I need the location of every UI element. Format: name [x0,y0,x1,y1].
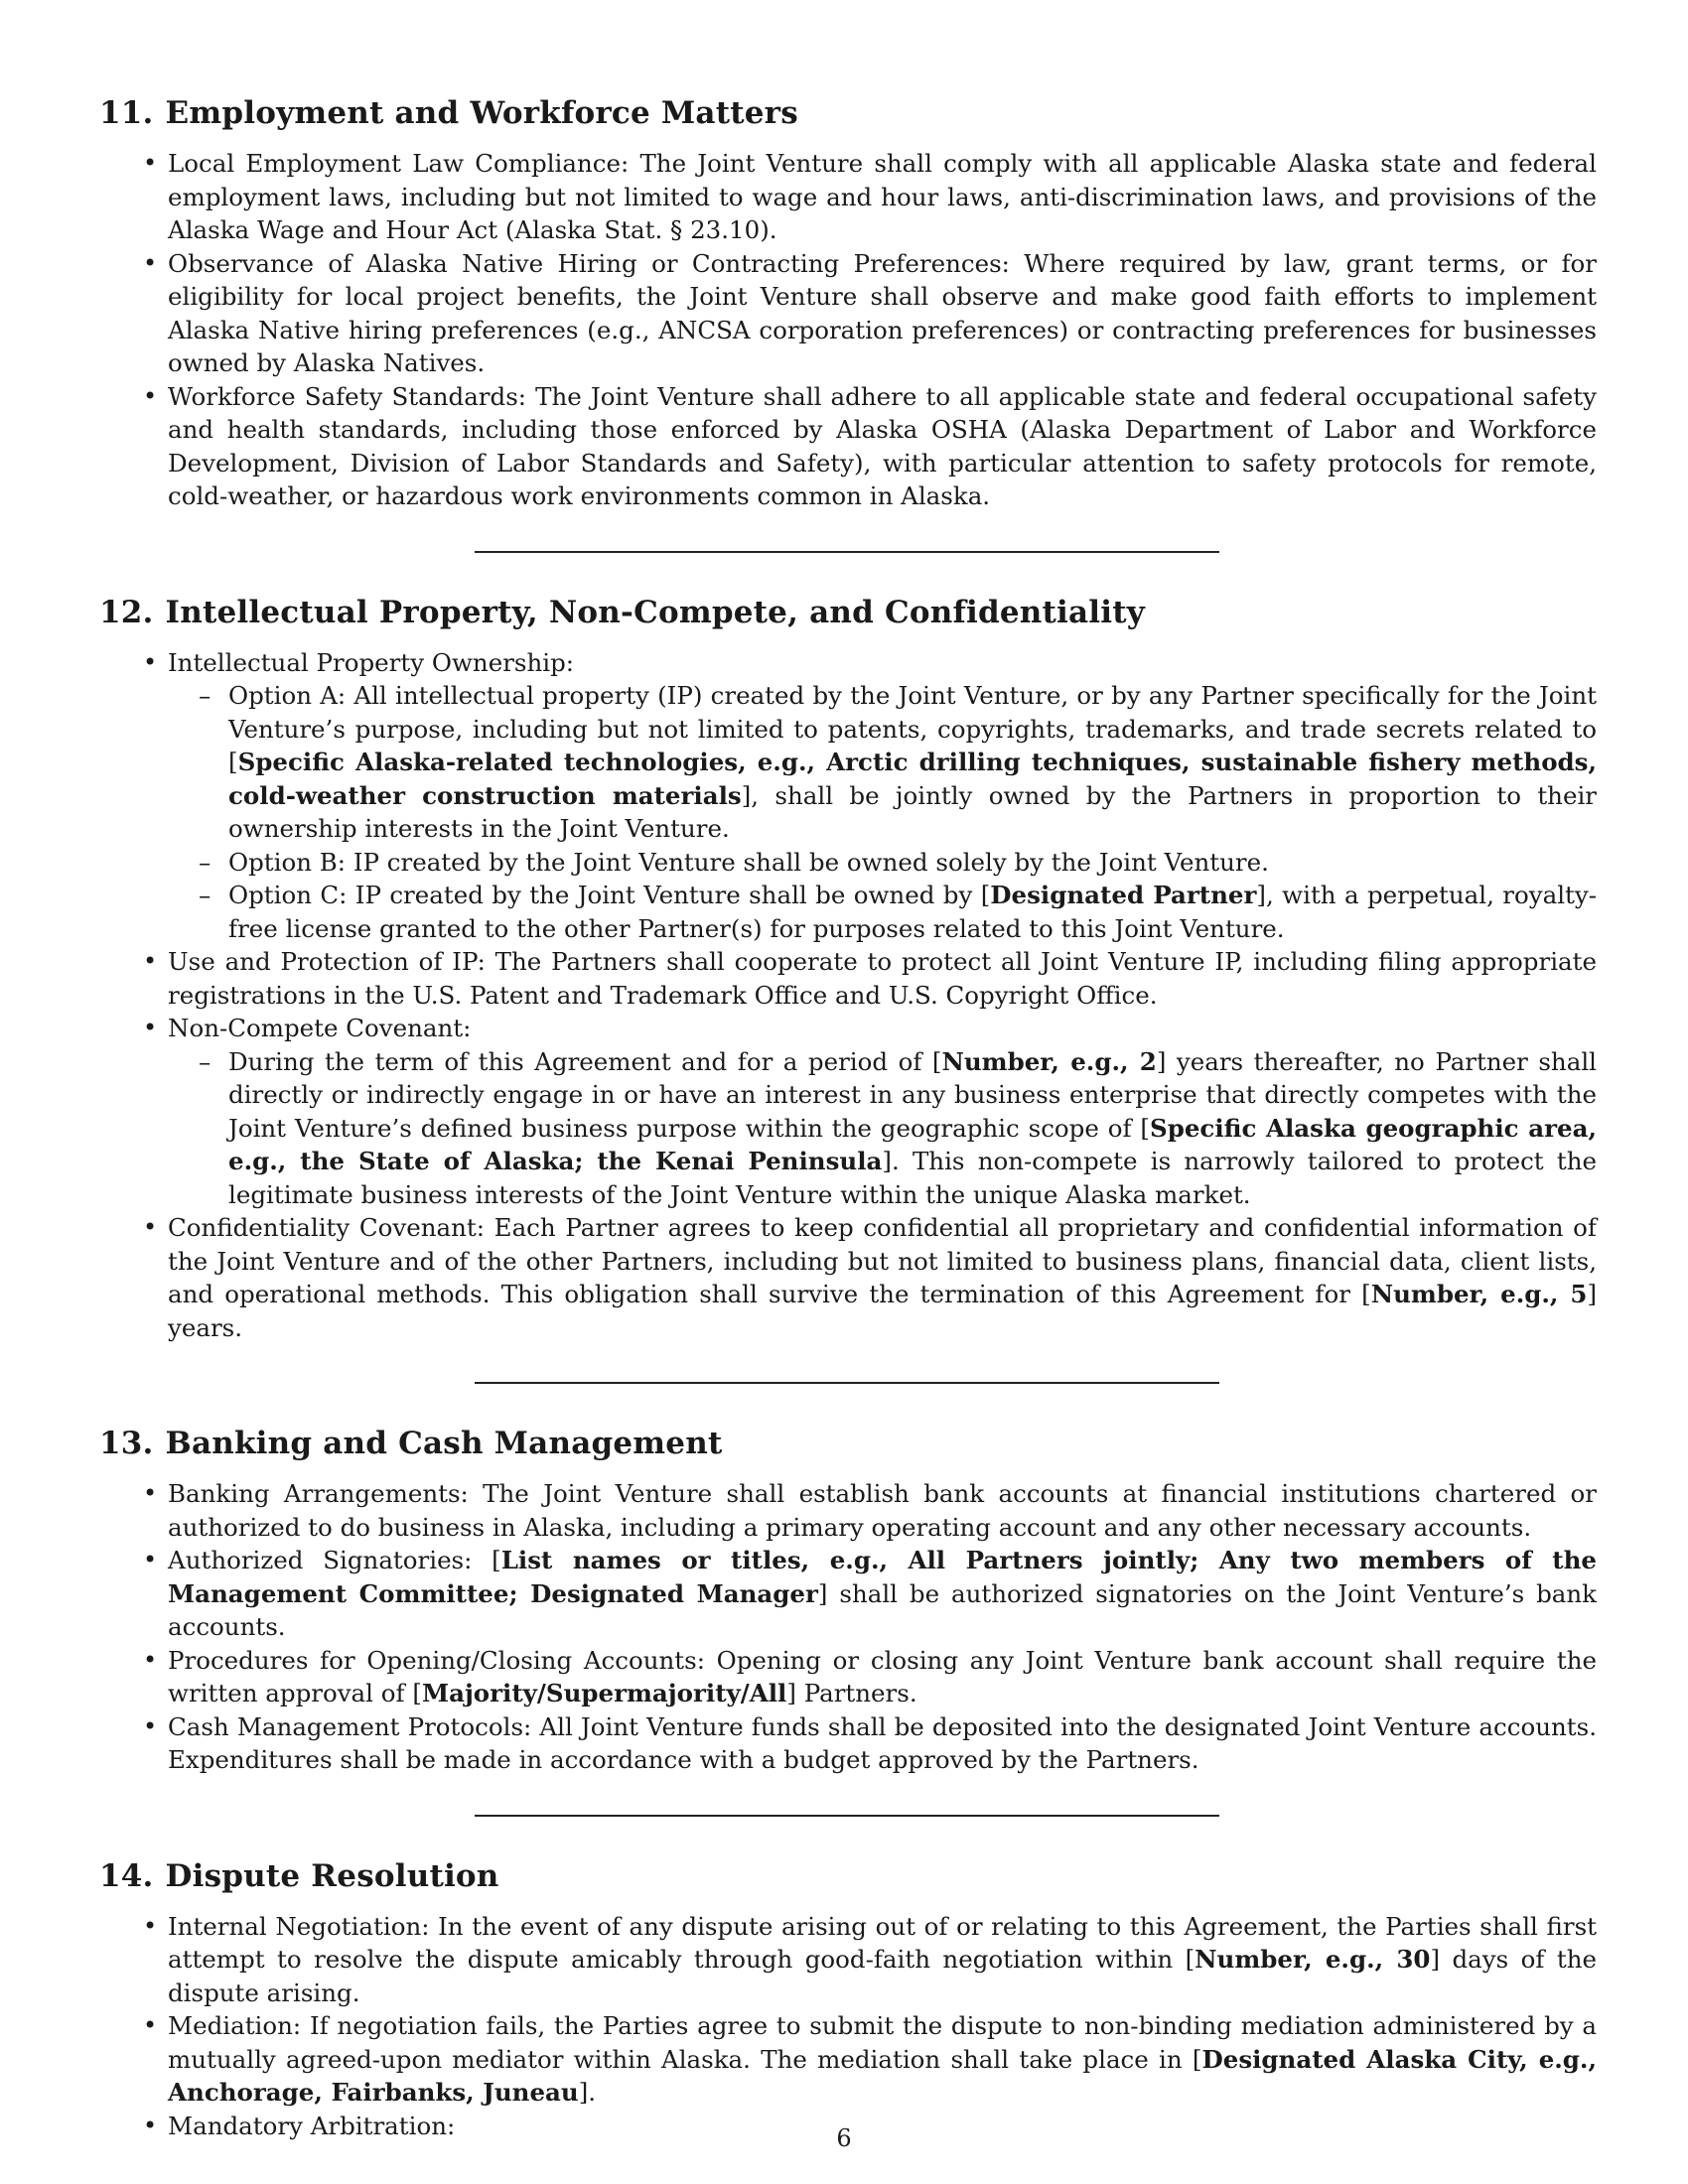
section-number: 12. [99,594,154,630]
list-item-text: Intellectual Property Ownership: [168,647,575,677]
text-run: ]. This non-compete is narrowly tailored to protect the legitimate business interests of the Joint Venture within the unique Alaska market. [228,1147,1597,1209]
section-number: 11. [99,95,154,131]
section-11 [99,93,1597,513]
page-content [99,93,1597,2142]
section-list [99,147,1597,513]
text-run: ] years thereafter, no Partner shall directly or indirectly engage in or have an interest in any business enterprise that directly competes with the Joint Venture’s defined business purpose within the geographic scope of [ [228,1046,1597,1143]
text-run: Mediation: If negotiation fails, the Parties agree to submit the dispute to non-binding mediation administered by a mutually agreed-upon mediator within Alaska. The mediation shall take place in [ [168,2011,1597,2074]
section-title: Employment and Workforce Matters [165,95,798,131]
text-run: ] Partners. [786,1679,917,1707]
sub-list-item [168,679,1597,846]
section-title: Dispute Resolution [165,1857,499,1894]
page-number: 6 [836,2124,852,2152]
list-item-text: Local Employment Law Compliance: The Joint Venture shall comply with all applicable Alaska state and federal employment laws, including but not limited to wage and hour laws, anti-discrimination laws, and provisions of the Alaska Wage and Hour Act (Alaska Stat. § 23.10). [168,149,1597,244]
list-item [99,1644,1597,1710]
text-run: Option C: IP created by the Joint Venture shall be owned by [ [228,881,991,909]
sub-list [168,1045,1597,1212]
list-item-text: Non-Compete Covenant: [168,1014,472,1042]
list-item [99,1012,1597,1211]
list-item-text: Banking Arrangements: The Joint Venture shall establish bank accounts at financial institutions chartered or authorized to do business in Alaska, including a primary operating account and any other necessary accounts. [168,1479,1597,1542]
text-run: ] shall be authorized signatories on the Joint Venture’s bank accounts. [168,1578,1598,1641]
text-run: ], with a perpetual, royalty-free license granted to the other Partner(s) for purposes related to this Joint Venture. [228,881,1597,943]
section-heading [99,1856,1597,1896]
section-list [99,646,1597,1345]
text-run: ] days of the dispute arising. [168,1945,1597,2007]
text-run: Option B: IP created by the Joint Venture shall be owned solely by the Joint Venture. [228,847,1269,877]
text-run: Confidentiality Covenant: Each Partner agrees to keep confidential all proprietary and confidential information of the Joint Venture and of the other Partners, including but not limited to business plans, financial data, client lists, and operational methods. This obligation shall survive the termination of this Agreement for [ [168,1213,1597,1308]
section-12 [99,593,1597,1345]
section-title: Intellectual Property, Non-Compete, and Confidentiality [165,594,1145,630]
section-title: Banking and Cash Management [165,1426,723,1461]
section-divider [475,1815,1219,1817]
list-item [99,1211,1597,1344]
text-run: Internal Negotiation: In the event of any dispute arising out of or relating to this Agreement, the Parties shall first attempt to resolve the dispute amicably through good-faith negotiation within [ [168,1911,1597,1974]
list-item [99,646,1597,946]
text-run: Authorized Signatories: [ [168,1546,501,1574]
section-divider [475,551,1219,553]
section-14 [99,1856,1597,2143]
placeholder-field: Number, e.g., 5 [1370,1280,1588,1308]
list-item-text: Use and Protection of IP: The Partners shall cooperate to protect all Joint Venture IP, including filing appropriate registrations in the U.S. Patent and Trademark Office and U.S. Copyright Office. [168,947,1597,1010]
list-item [99,1477,1597,1544]
placeholder-field: Designated Partner [990,881,1257,909]
sub-list [168,679,1597,945]
placeholder-field: Majority/Supermajority/All [421,1679,787,1707]
list-item [99,247,1597,380]
sub-list-item [168,879,1597,945]
text-run: Procedures for Opening/Closing Accounts: Opening or closing any Joint Venture bank account shall require the written approval of [ [168,1645,1597,1707]
text-run: ], shall be jointly owned by the Partners in proportion to their ownership interests in the Joint Venture. [228,780,1597,843]
list-item-text: Observance of Alaska Native Hiring or Contracting Preferences: Where required by law, grant terms, or for eligibility for local project benefits, the Joint Venture shall observe and make good faith efforts to implement Alaska Native hiring preferences (e.g., ANCSA corporation preferences) or contracting preferences for businesses owned by Alaska Natives. [168,248,1597,377]
list-item [99,380,1597,513]
section-heading [99,93,1597,133]
section-list [99,1910,1597,2143]
section-number: 14. [99,1857,154,1894]
list-item [99,1710,1597,1777]
text-run: Option A: All intellectual property (IP) created by the Joint Venture, or by any Partner specifically for the Joint Venture’s purpose, including but not limited to patents, copyrights, trademarks, and trade secrets related to [ [228,681,1597,776]
sub-list-item [168,846,1597,880]
list-item [99,1910,1597,2010]
placeholder-field: List names or titles, e.g., All Partners jointly; Any two members of the Management Committee; Designated Manager [168,1546,1597,1608]
list-item [99,945,1597,1012]
sub-list-item [168,1045,1597,1212]
text-run: ]. [578,2078,597,2107]
list-item [99,1544,1597,1644]
text-run: During the term of this Agreement and for a period of [ [228,1046,942,1076]
placeholder-field: Designated Alaska City, e.g., Anchorage, Fairbanks, Juneau [168,2044,1597,2107]
section-list [99,1477,1597,1777]
list-item [99,147,1597,247]
section-heading [99,1424,1597,1463]
section-divider [475,1382,1219,1384]
section-13 [99,1424,1597,1777]
placeholder-field: Specific Alaska-related technologies, e.g., Arctic drilling techniques, sustainable fishery methods, cold-weather construction materials [228,748,1597,810]
text-run: ] years. [168,1280,1597,1342]
section-heading [99,593,1597,632]
placeholder-field: Number, e.g., 2 [941,1046,1157,1076]
section-number: 13. [99,1426,154,1461]
list-item [99,2009,1597,2110]
list-item-text: Cash Management Protocols: All Joint Venture funds shall be deposited into the designated Joint Venture accounts. Expenditures shall be made in accordance with a budget approved by the Partners. [168,1711,1597,1774]
placeholder-field: Specific Alaska geographic area, e.g., the State of Alaska; the Kenai Peninsula [228,1113,1597,1175]
list-item-text: Workforce Safety Standards: The Joint Venture shall adhere to all applicable state and federal occupational safety and health standards, including those enforced by Alaska OSHA (Alaska Department of Labor and Workforce Development, Division of Labor Standards and Safety), with particular attention to safety protocols for remote, cold-weather, or hazardous work environments common in Alaska. [168,381,1597,510]
list-item-text: Mandatory Arbitration: [168,2111,456,2140]
placeholder-field: Number, e.g., 30 [1195,1945,1431,1974]
